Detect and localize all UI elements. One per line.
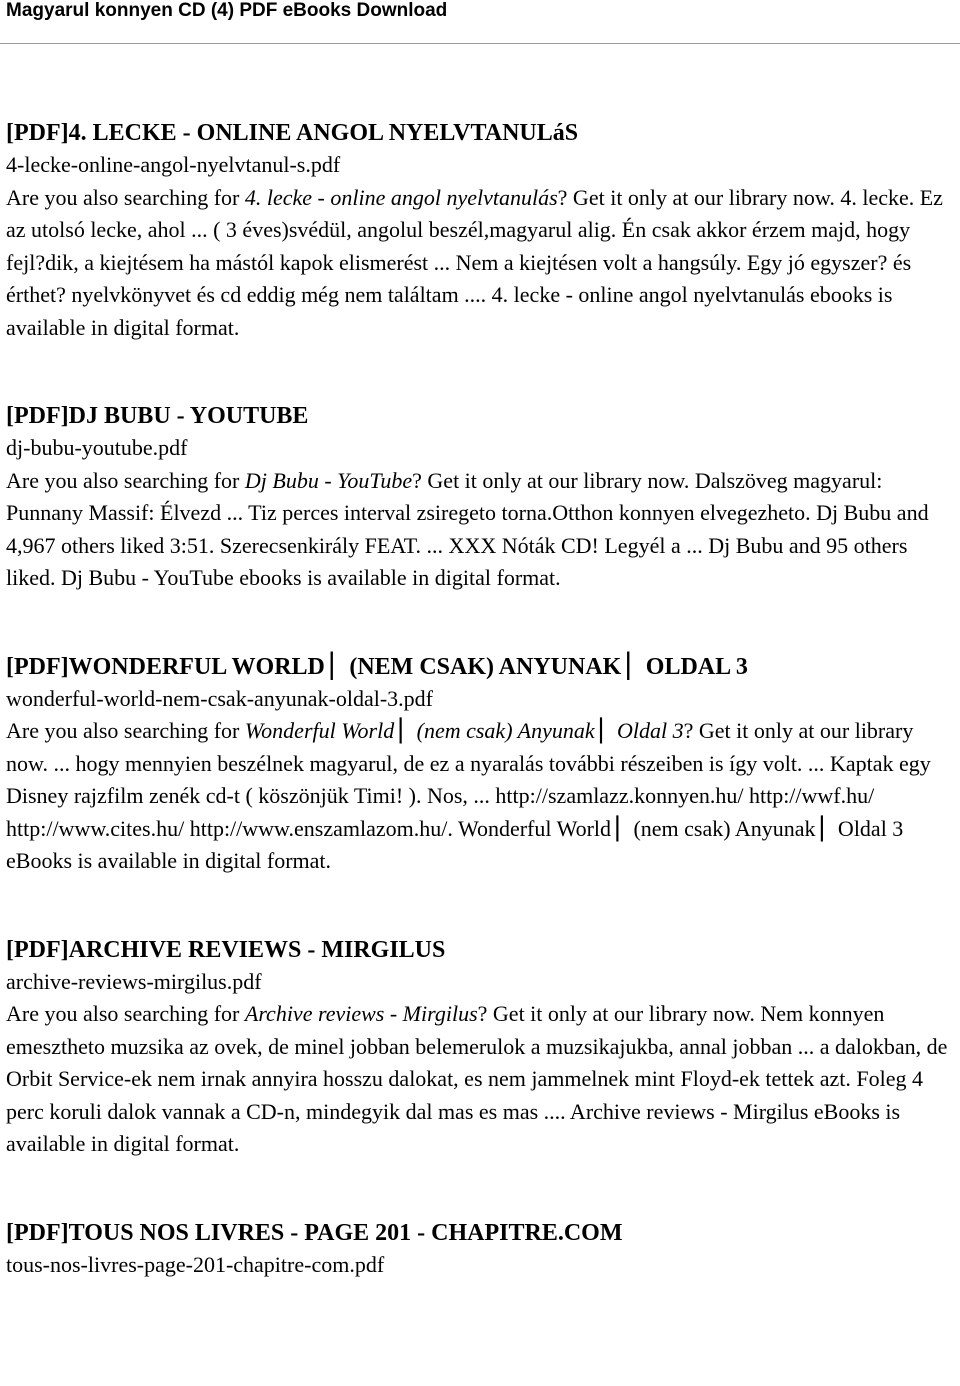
result-intro: Are you also searching for xyxy=(6,467,245,493)
result-query: Wonderful World ▏(nem csak) Anyunak ▏Oldal 3 xyxy=(244,718,684,743)
result-entry xyxy=(6,117,954,344)
result-text: ? Get it only at our library now. Nem konnyen emesztheto muzsika az ovek, de minel jobban belemerulok a muzsikajukba, annal jobban ... a dalokban, de Orbit Service-ek nem irnak annyira hosszu dalokat, es nem jammelnek mint Floyd-ek tettek azt. Foleg 4 perc koruli dalok vannak a CD-n, mindegyik dal mas es mas .... Archive reviews - Mirgilus eBooks is available in digital format. xyxy=(6,1001,948,1156)
result-entry xyxy=(6,1217,954,1282)
result-description xyxy=(6,715,954,878)
result-text: ? Get it only at our library now. ... hogy mennyien beszélnek magyarul, de ez a nyaralás további részeiben is így volt. ... Kaptak egy Disney rajzfilm zenék cd-t ( köszönjük Timi! ). Nos, ... http://szamlazz.konnyen.hu/ http://wwf.hu/ http://www.cites.hu/ http://www.enszamlazom.hu/. Wonderful World ▏(nem csak) Anyunak ▏Oldal 3 eBooks is available in digital format. xyxy=(6,718,931,873)
result-text: ? Get it only at our library now. Dalszöveg magyarul: Punnany Massif: Élvezd ... Tiz perces interval zsiregeto torna.Otthon konnyen elvegezheto. Dj Bubu and 4,967 others liked 3:51. Szerecsenkirály FEAT. ... XXX Nóták CD! Legyél a ... Dj Bubu and 95 others liked. Dj Bubu - YouTube ebooks is available in digital format. xyxy=(6,467,929,590)
result-title[interactable]: [PDF]DJ BUBU - YOUTUBE xyxy=(6,403,309,429)
result-entry xyxy=(6,651,954,878)
result-intro: Are you also searching for xyxy=(6,184,245,210)
result-filename: tous-nos-livres-page-201-chapitre-com.pdf xyxy=(6,1251,385,1277)
result-title[interactable]: [PDF]ARCHIVE REVIEWS - MIRGILUS xyxy=(6,936,446,963)
page-title: Magyarul konnyen CD (4) PDF eBooks Download xyxy=(6,0,448,21)
result-filename: 4-lecke-online-angol-nyelvtanul-s.pdf xyxy=(6,152,341,177)
result-title[interactable]: [PDF]WONDERFUL WORLD ▏(NEM CSAK) ANYUNAK ▏OLDAL 3 xyxy=(6,653,748,680)
result-entry xyxy=(6,400,954,595)
result-description xyxy=(6,998,954,1161)
result-text: ? Get it only at our library now. 4. lecke. Ez az utolsó lecke, ahol ... ( 3 éves)svédül, angolul beszél,magyarul alig. Én csak akkor érzem majd, hogy fejl?dik, a kiejtésem ha mástól kapok elismerést ... Nem a kiejtésen volt a hangsúly. Egy jó egyszer? és érthet? nyelvkönyvet és cd eddig még nem találtam .... 4. lecke - online angol nyelvtanulás ebooks is available in digital format. xyxy=(6,184,943,340)
result-title[interactable]: [PDF]TOUS NOS LIVRES - PAGE 201 - CHAPITRE.COM xyxy=(6,1219,623,1246)
result-query: 4. lecke - online angol nyelvtanulás xyxy=(244,184,558,210)
result-query: Dj Bubu - YouTube xyxy=(244,467,413,493)
result-filename: archive-reviews-mirgilus.pdf xyxy=(6,968,262,994)
result-description xyxy=(6,465,954,595)
result-entry xyxy=(6,934,954,1161)
page-header xyxy=(0,0,960,44)
result-filename: wonderful-world-nem-csak-anyunak-oldal-3.pdf xyxy=(6,685,434,711)
result-query: Archive reviews - Mirgilus xyxy=(244,1001,478,1026)
result-intro: Are you also searching for xyxy=(6,718,245,743)
result-filename: dj-bubu-youtube.pdf xyxy=(6,435,188,460)
results-list xyxy=(0,44,960,1281)
result-title[interactable]: [PDF]4. LECKE - ONLINE ANGOL NYELVTANULáS xyxy=(6,120,579,146)
result-intro: Are you also searching for xyxy=(6,1001,245,1026)
result-description xyxy=(6,182,954,345)
